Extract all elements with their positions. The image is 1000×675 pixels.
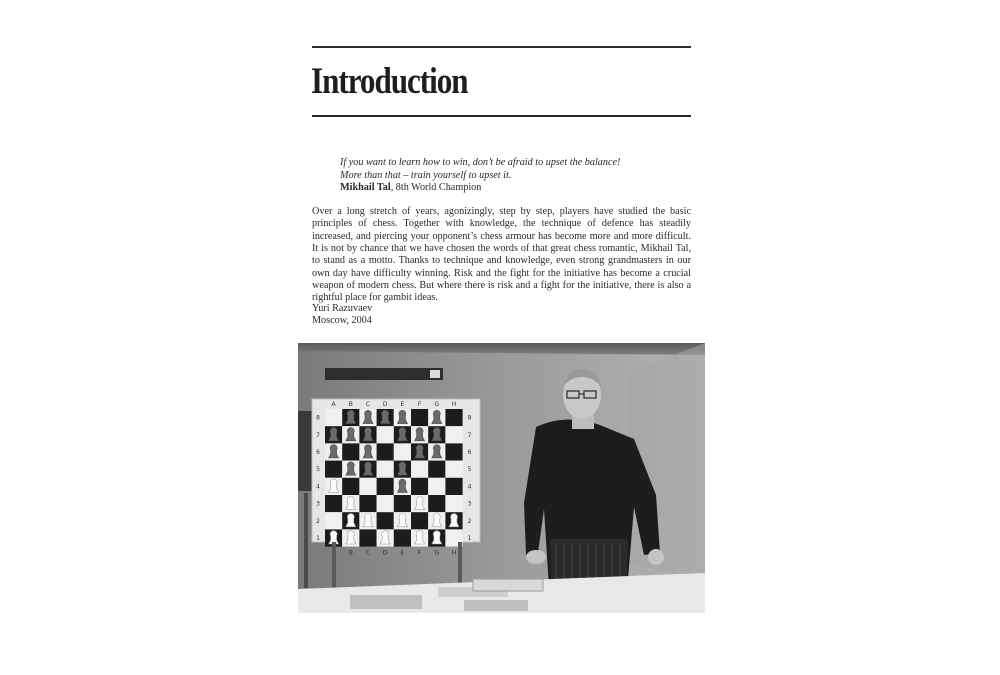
board-file-label: C: [365, 549, 371, 557]
chapter-title: Introduction: [311, 61, 468, 102]
board-file-label: D: [382, 549, 388, 557]
board-file-label: E: [400, 549, 405, 557]
board-square: [445, 426, 462, 443]
board-square: [445, 461, 462, 478]
epigraph-author: Mikhail Tal: [340, 182, 391, 194]
board-file-label: H: [451, 401, 457, 408]
epigraph-quote-line-1: If you want to learn how to win, don’t be afraid to upset the balance!: [340, 157, 621, 168]
board-rank-label: 1: [467, 535, 472, 542]
board-square: [325, 461, 342, 478]
left-easel-post: [304, 493, 308, 588]
board-square: [445, 478, 462, 495]
board-rank-label: 4: [316, 483, 320, 491]
board-file-label: A: [331, 401, 336, 408]
board-square: [377, 426, 394, 443]
board-square: [428, 461, 445, 478]
board-square: [359, 478, 376, 495]
board-square: [445, 443, 462, 460]
board-square: [411, 478, 428, 495]
board-file-label: F: [417, 549, 422, 557]
board-squares: [325, 409, 463, 547]
epigraph-author-role: , 8th World Champion: [390, 182, 482, 194]
board-top-bar: [325, 368, 443, 380]
board-file-label: G: [434, 401, 440, 408]
board-file-label: C: [365, 401, 371, 408]
board-rank-label: 7: [316, 431, 320, 439]
board-file-label: G: [434, 549, 440, 557]
board-square: [325, 409, 342, 426]
board-rank-label: 6: [316, 449, 320, 456]
board-rank-label: 2: [467, 517, 472, 525]
board-file-label: F: [417, 401, 422, 408]
signature: [312, 303, 372, 328]
board-square: [411, 512, 428, 529]
board-square: [342, 478, 359, 495]
board-rank-label: 8: [316, 414, 320, 422]
board-square: [377, 478, 394, 495]
bottom-rule: [312, 115, 691, 117]
epigraph: [340, 157, 680, 195]
board-rank-label: 3: [316, 500, 320, 508]
board-square: [411, 409, 428, 426]
board-square: [445, 495, 462, 512]
board-rank-label: 5: [316, 466, 320, 474]
board-square: [377, 443, 394, 460]
board-rank-label: 6: [467, 449, 472, 456]
board-square: [342, 443, 359, 460]
board-square: [377, 495, 394, 512]
board-square: [325, 512, 342, 529]
board-file-label: E: [400, 401, 405, 408]
board-square: [394, 495, 411, 512]
signature-place-date: Moscow, 2004: [312, 315, 372, 327]
author-photo: [298, 343, 705, 613]
board-rank-label: 3: [467, 500, 472, 508]
board-square: [394, 443, 411, 460]
dark-panel: [298, 411, 312, 491]
board-square: [394, 529, 411, 546]
board-square: [377, 512, 394, 529]
board-square: [445, 409, 462, 426]
board-rank-label: 1: [316, 535, 320, 542]
board-file-label: D: [382, 401, 388, 408]
board-square: [325, 495, 342, 512]
board-square: [411, 461, 428, 478]
board-square: [377, 461, 394, 478]
board-rank-label: 2: [316, 517, 320, 525]
board-rank-label: 8: [467, 414, 472, 422]
photo-illustration: [298, 343, 705, 613]
board-file-label: B: [348, 549, 353, 557]
signature-name: Yuri Razuvaev: [312, 303, 373, 314]
board-square: [359, 495, 376, 512]
epigraph-quote-line-2: More than that – train yourself to upset it.: [340, 169, 512, 181]
top-rule: [312, 46, 691, 48]
board-file-label: B: [348, 401, 353, 408]
epigraph-attribution: [340, 182, 680, 195]
board-file-label: H: [451, 549, 457, 557]
board-rank-label: 4: [467, 483, 472, 491]
intro-paragraph: Over a long stretch of years, agonizingly, step by step, players have studied the basic principles of chess. Together with knowledge, the technique of defence has steadily increased, and piercing your opponent’s chess armour has become more and more difficult. It is not by chance that we have chosen the words of that great chess romantic, Mikhail Tal, to stand as a motto. Thanks to technique and knowledge, even strong grandmasters in our own day have difficulty winning. Risk and the fight for the initiative has become a crucial weapon of modern chess. But where there is risk and a fight for the initiative, there is also a rightful place for gambit ideas.: [312, 206, 691, 304]
board-rank-label: 7: [467, 431, 472, 439]
board-square: [359, 529, 376, 546]
board-square: [428, 495, 445, 512]
board-square: [428, 478, 445, 495]
board-rank-label: 5: [467, 466, 472, 474]
